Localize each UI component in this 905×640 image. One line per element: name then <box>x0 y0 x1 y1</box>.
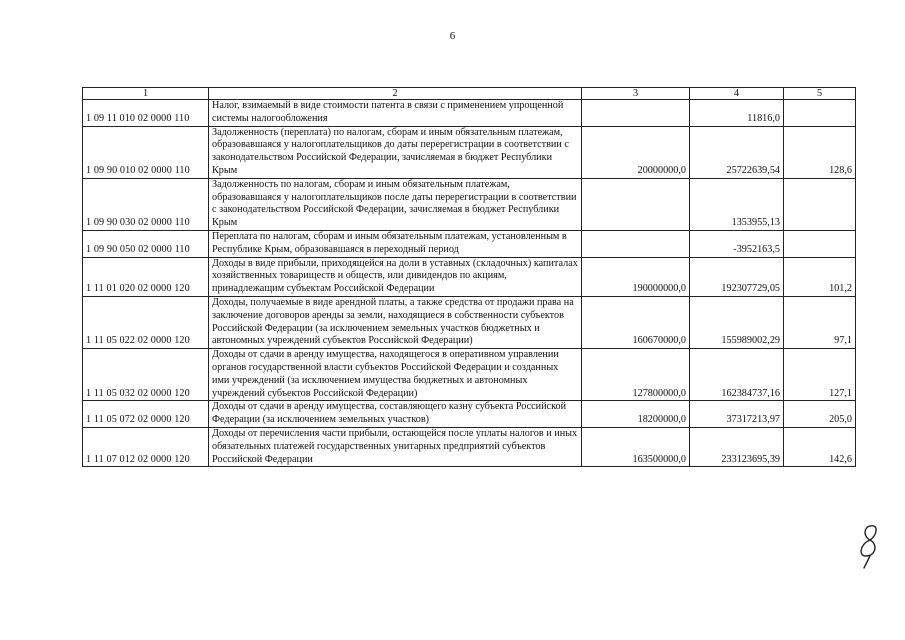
percent-cell: 205,0 <box>784 401 856 428</box>
code-cell: 1 09 90 050 02 0000 110 <box>83 230 209 257</box>
revenue-table <box>82 87 856 467</box>
plan-cell: 160670000,0 <box>582 296 690 348</box>
table-row <box>83 349 856 401</box>
percent-cell: 127,1 <box>784 349 856 401</box>
plan-cell <box>582 178 690 230</box>
fact-cell: 37317213,97 <box>690 401 784 428</box>
table-row <box>83 178 856 230</box>
table-row <box>83 100 856 127</box>
code-cell: 1 11 05 022 02 0000 120 <box>83 296 209 348</box>
handwritten-signature <box>856 522 882 570</box>
header-cell: 3 <box>582 88 690 100</box>
fact-cell: 155989002,29 <box>690 296 784 348</box>
name-cell: Переплата по налогам, сборам и иным обязательным платежам, установленным в Республике Крым, образовавшаяся в переходный период <box>209 230 582 257</box>
header-cell: 4 <box>690 88 784 100</box>
percent-cell <box>784 230 856 257</box>
fact-cell: 162384737,16 <box>690 349 784 401</box>
name-cell: Доходы, получаемые в виде арендной платы, а также средства от продажи права на заключение договоров аренды за земли, находящиеся в собственности субъектов Российской Федерации (за исключением земельных участков бюджетных и автономных учреждений субъектов Российской Федерации) <box>209 296 582 348</box>
plan-cell: 127800000,0 <box>582 349 690 401</box>
name-cell: Задолженность (переплата) по налогам, сборам и иным обязательным платежам, образовавшаяся у налогоплательщиков до даты перерегистрации в соответствии с законодательством Российской Федерации, зачисляемая в бюджет Республики Крым <box>209 126 582 178</box>
plan-cell: 163500000,0 <box>582 427 690 466</box>
code-cell: 1 11 05 072 02 0000 120 <box>83 401 209 428</box>
name-cell: Доходы от перечисления части прибыли, остающейся после уплаты налогов и иных обязательных платежей государственных унитарных предприятий субъектов Российской Федерации <box>209 427 582 466</box>
fact-cell: 233123695,39 <box>690 427 784 466</box>
plan-cell <box>582 100 690 127</box>
code-cell: 1 11 01 020 02 0000 120 <box>83 257 209 296</box>
fact-cell: 192307729,05 <box>690 257 784 296</box>
table-header-row <box>83 88 856 100</box>
name-cell: Доходы от сдачи в аренду имущества, составляющего казну субъекта Российской Федерации (за исключением земельных участков) <box>209 401 582 428</box>
code-cell: 1 09 90 010 02 0000 110 <box>83 126 209 178</box>
table-row <box>83 126 856 178</box>
name-cell: Налог, взимаемый в виде стоимости патента в связи с применением упрощенной системы налогообложения <box>209 100 582 127</box>
name-cell: Доходы от сдачи в аренду имущества, находящегося в оперативном управлении органов государственной власти субъектов Российской Федерации и созданных ими учреждений (за исключением имущества бюджетных и автономных учреждений субъектов Российской Федерации) <box>209 349 582 401</box>
code-cell: 1 09 11 010 02 0000 110 <box>83 100 209 127</box>
plan-cell: 20000000,0 <box>582 126 690 178</box>
table-row <box>83 401 856 428</box>
header-cell: 1 <box>83 88 209 100</box>
name-cell: Задолженность по налогам, сборам и иным обязательным платежам, образовавшаяся у налогоплательщиков после даты перерегистрации в соответствии с законодательством Российской Федерации, зачисляемая в бюджет Республики Крым <box>209 178 582 230</box>
table-row <box>83 257 856 296</box>
percent-cell: 101,2 <box>784 257 856 296</box>
code-cell: 1 11 05 032 02 0000 120 <box>83 349 209 401</box>
name-cell: Доходы в виде прибыли, приходящейся на доли в уставных (складочных) капиталах хозяйственных товариществ и обществ, или дивидендов по акциям, принадлежащим субъектам Российской Федерации <box>209 257 582 296</box>
fact-cell: 11816,0 <box>690 100 784 127</box>
percent-cell: 128,6 <box>784 126 856 178</box>
fact-cell: -3952163,5 <box>690 230 784 257</box>
table-row <box>83 427 856 466</box>
code-cell: 1 11 07 012 02 0000 120 <box>83 427 209 466</box>
fact-cell: 1353955,13 <box>690 178 784 230</box>
table-body <box>83 100 856 467</box>
percent-cell <box>784 178 856 230</box>
plan-cell: 18200000,0 <box>582 401 690 428</box>
code-cell: 1 09 90 030 02 0000 110 <box>83 178 209 230</box>
table-row <box>83 296 856 348</box>
header-cell: 2 <box>209 88 582 100</box>
percent-cell: 142,6 <box>784 427 856 466</box>
table-row <box>83 230 856 257</box>
percent-cell <box>784 100 856 127</box>
percent-cell: 97,1 <box>784 296 856 348</box>
header-cell: 5 <box>784 88 856 100</box>
plan-cell: 190000000,0 <box>582 257 690 296</box>
page-number: 6 <box>449 30 456 42</box>
fact-cell: 25722639,54 <box>690 126 784 178</box>
plan-cell <box>582 230 690 257</box>
